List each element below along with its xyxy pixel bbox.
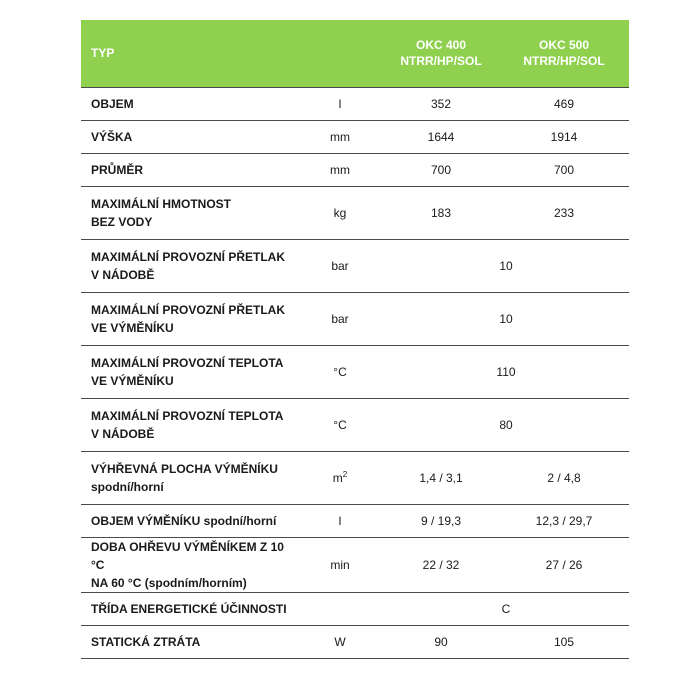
table-row xyxy=(81,153,629,186)
row-value-okc500: 105 xyxy=(499,625,629,658)
row-unit: mm xyxy=(297,153,383,186)
table-row xyxy=(81,87,629,120)
row-label-line1: PRŮMĚR xyxy=(91,162,144,177)
row-label-line1: OBJEM xyxy=(91,96,134,111)
row-value-okc400: 700 xyxy=(383,153,499,186)
header-unit xyxy=(297,20,383,87)
row-label-line1: TŘÍDA ENERGETICKÉ ÚČINNOSTI xyxy=(91,601,287,616)
row-label-line2: NA 60 °C (spodním/horním) xyxy=(91,575,247,590)
row-label-line2: V NÁDOBĚ xyxy=(91,267,155,282)
table-row xyxy=(81,239,629,292)
table-row xyxy=(81,625,629,658)
row-unit: l xyxy=(297,87,383,120)
row-unit: l xyxy=(297,504,383,537)
row-unit: °C xyxy=(297,345,383,398)
header-model-okc400-line2: NTRR/HP/SOL xyxy=(400,54,482,69)
table-row xyxy=(81,186,629,239)
row-label xyxy=(81,537,297,592)
row-label-line1: MAXIMÁLNÍ PROVOZNÍ PŘETLAK xyxy=(91,302,285,317)
row-value-okc500: 12,3 / 29,7 xyxy=(499,504,629,537)
table-row xyxy=(81,120,629,153)
row-label xyxy=(81,504,297,537)
row-value-okc400: 9 / 19,3 xyxy=(383,504,499,537)
header-model-okc400 xyxy=(383,20,499,87)
table-row xyxy=(81,592,629,625)
row-label xyxy=(81,398,297,451)
row-label xyxy=(81,625,297,658)
row-label-line2: VE VÝMĚNÍKU xyxy=(91,373,174,388)
row-value-okc400: 22 / 32 xyxy=(383,537,499,592)
row-label xyxy=(81,292,297,345)
table-row xyxy=(81,292,629,345)
table-row xyxy=(81,537,629,592)
row-label-line2: BEZ VODY xyxy=(91,214,153,229)
row-value-okc400: 1644 xyxy=(383,120,499,153)
row-value-merged: 80 xyxy=(383,398,629,451)
row-label xyxy=(81,87,297,120)
row-value-okc400: 183 xyxy=(383,186,499,239)
spec-table xyxy=(81,20,629,659)
row-label-line2: VE VÝMĚNÍKU xyxy=(91,320,174,335)
header-model-okc400-line1: OKC 400 xyxy=(415,38,467,53)
row-label xyxy=(81,451,297,504)
row-label-line1: MAXIMÁLNÍ PROVOZNÍ PŘETLAK xyxy=(91,249,285,264)
row-value-merged: C xyxy=(383,592,629,625)
row-label xyxy=(81,120,297,153)
row-unit: mm xyxy=(297,120,383,153)
row-label-line1: STATICKÁ ZTRÁTA xyxy=(91,634,201,649)
row-value-okc500: 27 / 26 xyxy=(499,537,629,592)
row-unit-superscript: 2 xyxy=(342,469,348,479)
row-unit: bar xyxy=(297,292,383,345)
row-label-line1: MAXIMÁLNÍ HMOTNOST xyxy=(91,196,231,211)
row-unit: W xyxy=(297,625,383,658)
row-value-okc400: 90 xyxy=(383,625,499,658)
row-value-okc500: 233 xyxy=(499,186,629,239)
row-label xyxy=(81,239,297,292)
table-row xyxy=(81,398,629,451)
row-value-okc500: 1914 xyxy=(499,120,629,153)
header-model-okc500 xyxy=(499,20,629,87)
header-model-okc500-line2: NTRR/HP/SOL xyxy=(523,54,605,69)
row-value-merged: 110 xyxy=(383,345,629,398)
row-label-line1: MAXIMÁLNÍ PROVOZNÍ TEPLOTA xyxy=(91,408,284,423)
row-unit xyxy=(297,451,383,504)
row-value-merged: 10 xyxy=(383,239,629,292)
header-typ: TYP xyxy=(81,20,297,87)
row-unit: min xyxy=(297,537,383,592)
table-row xyxy=(81,504,629,537)
row-unit: bar xyxy=(297,239,383,292)
table-header-row xyxy=(81,20,629,87)
row-label-line2: V NÁDOBĚ xyxy=(91,426,155,441)
row-value-merged: 10 xyxy=(383,292,629,345)
row-label-line2: spodní/horní xyxy=(91,479,164,494)
row-label-line1: MAXIMÁLNÍ PROVOZNÍ TEPLOTA xyxy=(91,355,284,370)
table-row xyxy=(81,345,629,398)
row-label-line1: VÝHŘEVNÁ PLOCHA VÝMĚNÍKU xyxy=(91,461,278,476)
table-row xyxy=(81,451,629,504)
row-value-okc500: 469 xyxy=(499,87,629,120)
row-unit: °C xyxy=(297,398,383,451)
row-unit: kg xyxy=(297,186,383,239)
row-unit-base: m xyxy=(332,470,343,485)
header-model-okc500-line1: OKC 500 xyxy=(538,38,590,53)
row-unit xyxy=(297,592,383,625)
row-label xyxy=(81,186,297,239)
row-label xyxy=(81,592,297,625)
row-value-okc500: 2 / 4,8 xyxy=(499,451,629,504)
row-value-okc500: 700 xyxy=(499,153,629,186)
row-label-line1: VÝŠKA xyxy=(91,129,133,144)
row-label-line1: DOBA OHŘEVU VÝMĚNÍKEM Z 10 °C xyxy=(91,539,284,572)
row-label xyxy=(81,345,297,398)
row-value-okc400: 1,4 / 3,1 xyxy=(383,451,499,504)
row-label xyxy=(81,153,297,186)
row-value-okc400: 352 xyxy=(383,87,499,120)
row-label-line1: OBJEM VÝMĚNÍKU spodní/horní xyxy=(91,513,277,528)
